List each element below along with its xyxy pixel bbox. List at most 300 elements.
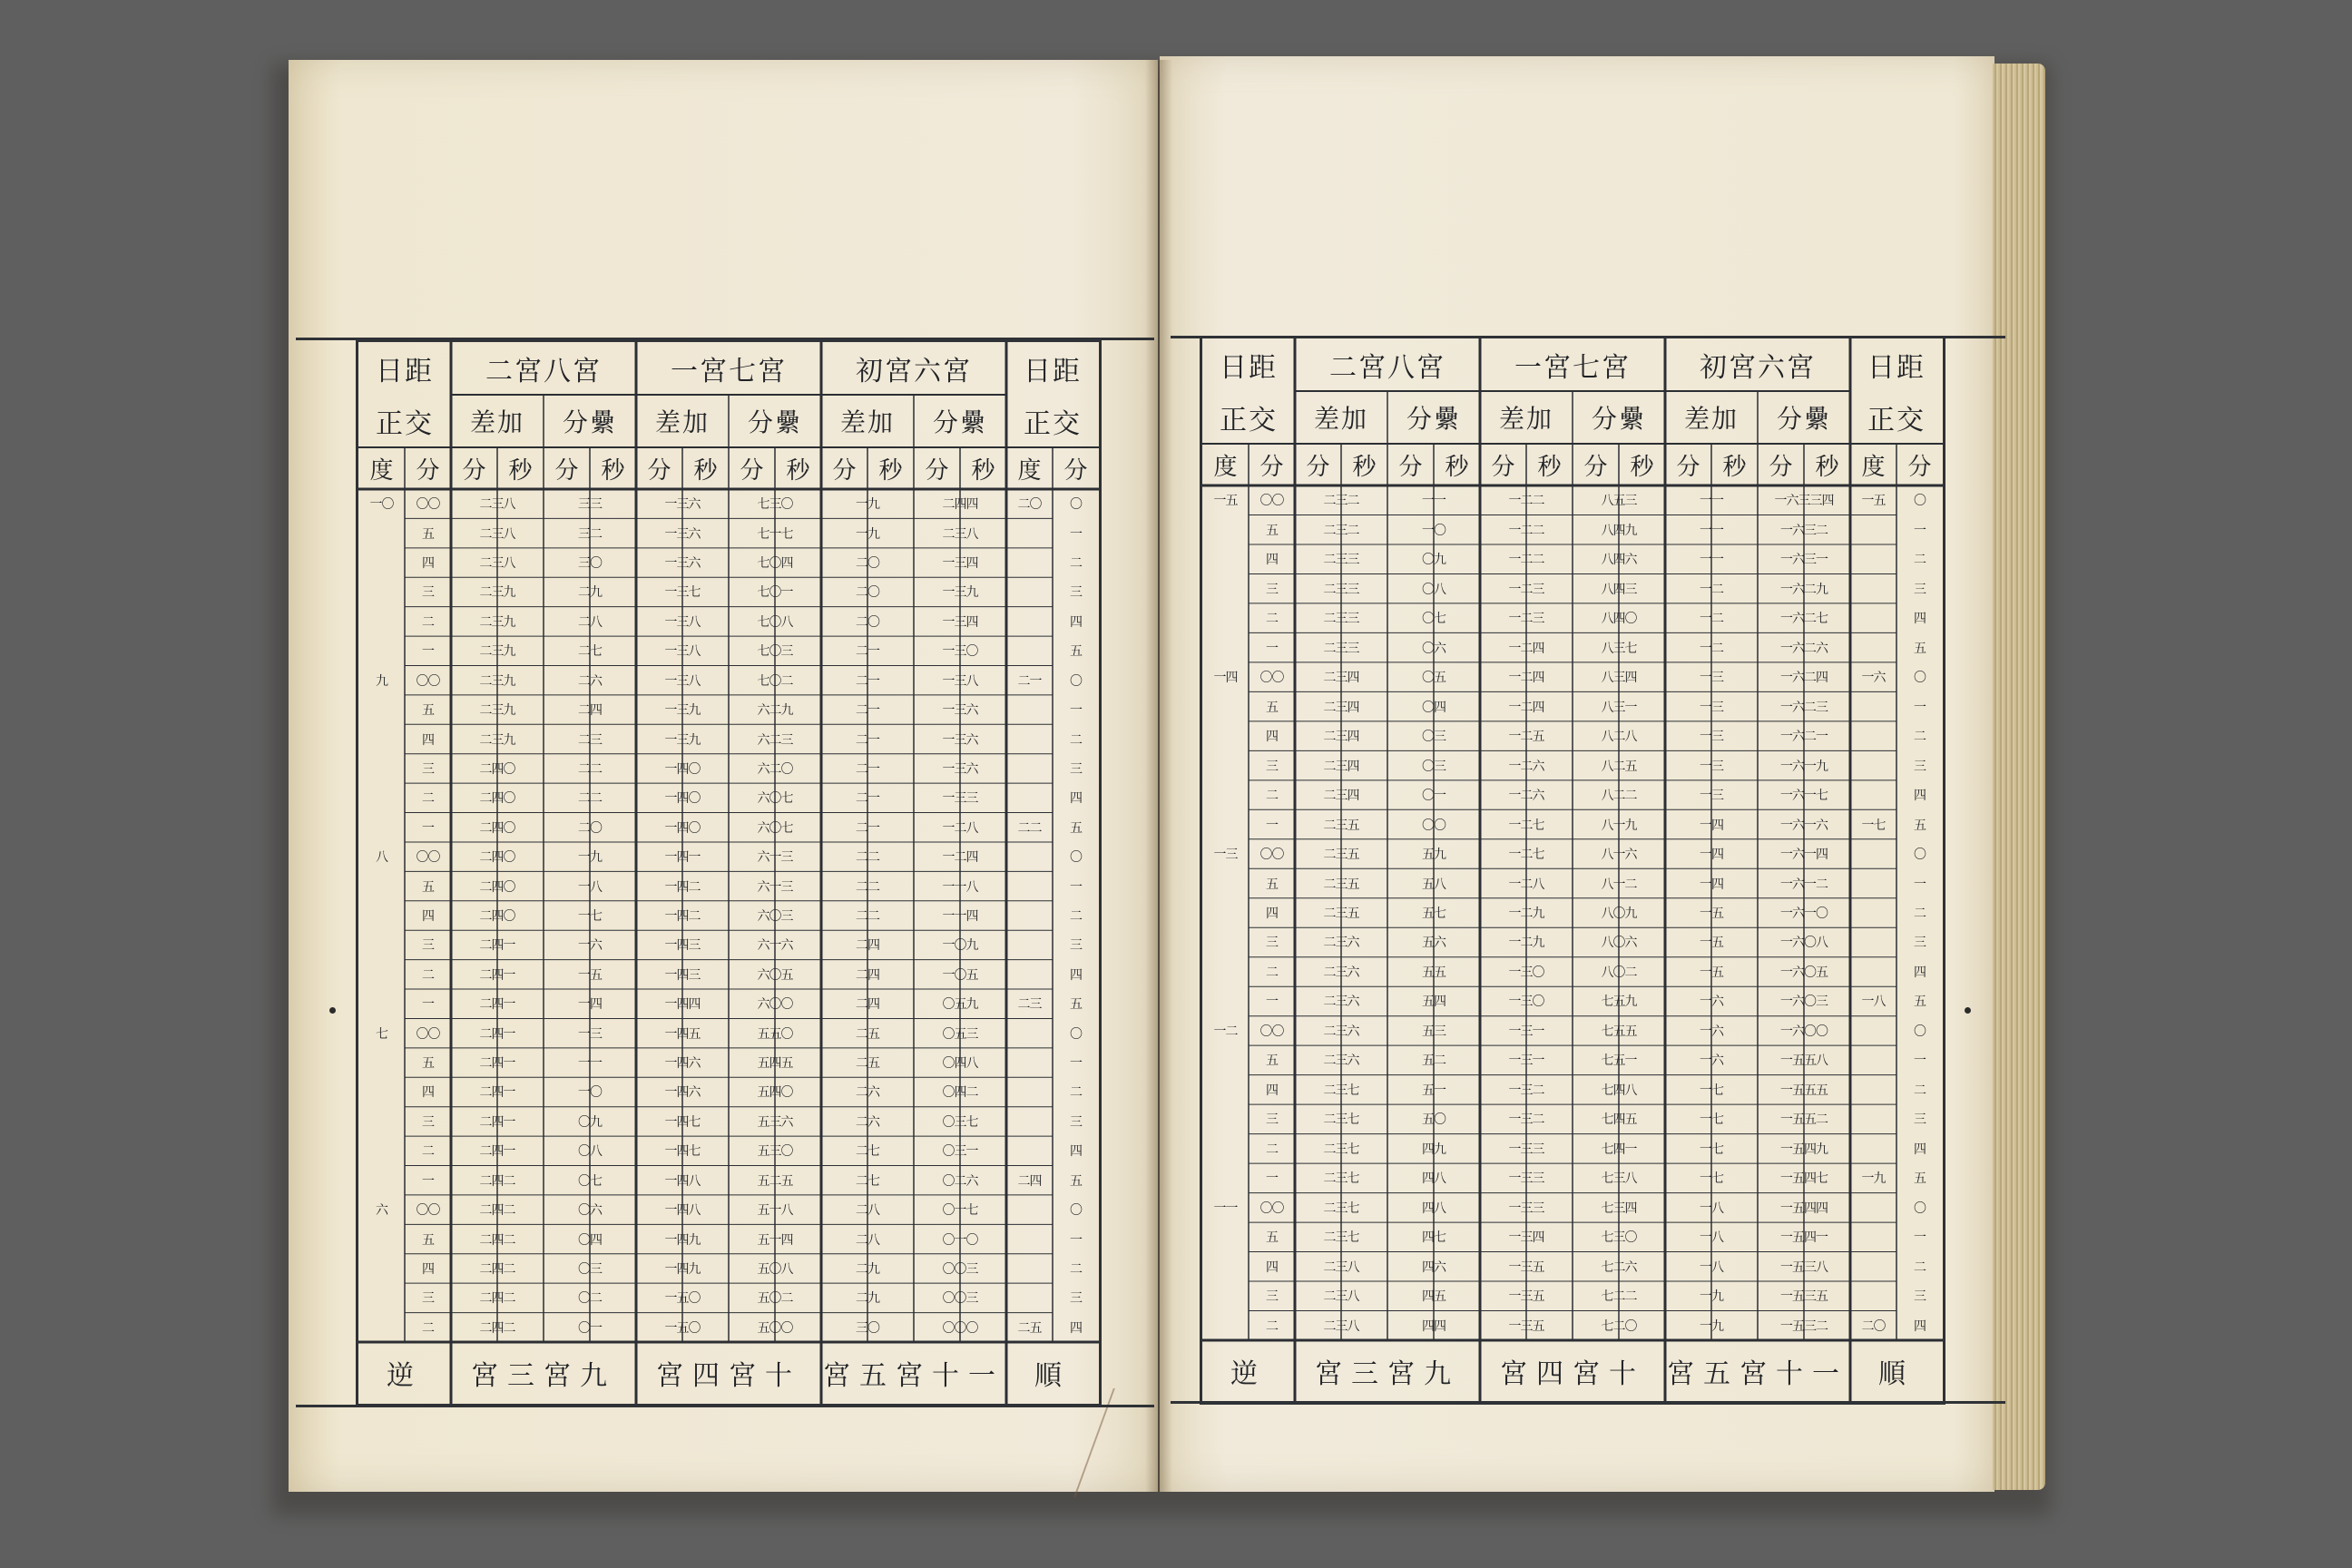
value-cell: 五一八 <box>757 1203 793 1219</box>
right-minute-mark: 一 <box>1070 1056 1082 1072</box>
value-cell: 二七 <box>856 1144 879 1160</box>
value-cell: 一九 <box>856 497 879 513</box>
value-cell: 八五三 <box>1601 494 1637 509</box>
value-cell: 二二 <box>578 791 602 807</box>
value-cell: 〇三 <box>1422 759 1446 774</box>
value-cell: 一二九 <box>1508 936 1544 951</box>
header-day-distance: 日距 <box>1220 352 1278 384</box>
minute-mark: 五 <box>1266 700 1278 715</box>
value-cell: 〇三 <box>1422 730 1446 745</box>
value-cell: 一三 <box>1700 671 1723 686</box>
right-minute-mark: 二 <box>1914 1083 1926 1098</box>
value-cell: 一五四七 <box>1780 1171 1828 1187</box>
value-cell: 一四 <box>578 997 602 1013</box>
unit-label: 度 <box>1213 453 1238 481</box>
value-cell: 一七 <box>578 908 602 924</box>
value-cell: 七三〇 <box>757 497 793 513</box>
value-cell: 二三三 <box>1323 641 1359 656</box>
right-minute-mark: 三 <box>1914 936 1926 951</box>
minute-mark: 一 <box>422 820 434 836</box>
value-cell: 七〇八 <box>757 614 793 630</box>
minute-mark: 三 <box>422 938 434 954</box>
value-cell: 一一 <box>1422 494 1446 509</box>
unit-label: 秒 <box>1537 453 1562 481</box>
right-minute-mark: 三 <box>1914 1112 1926 1128</box>
value-cell: 五四五 <box>757 1056 793 1072</box>
value-cell: 八四六 <box>1601 553 1637 568</box>
value-cell: 〇七 <box>1422 612 1446 627</box>
value-cell: 一四四 <box>664 997 701 1013</box>
minute-mark: 〇〇 <box>416 1203 440 1219</box>
minute-mark: 三 <box>1266 1112 1278 1128</box>
right-minute-mark: 二 <box>1070 1261 1082 1277</box>
value-cell: 八一二 <box>1601 877 1637 892</box>
value-cell: 一六 <box>578 938 602 954</box>
value-cell: 〇五 <box>1422 671 1446 686</box>
value-cell: 一六 <box>1700 1054 1723 1069</box>
value-cell: 三二 <box>578 526 602 542</box>
value-cell: 七四五 <box>1601 1112 1637 1128</box>
value-cell: 二三五 <box>1323 906 1359 921</box>
value-cell: 二二 <box>856 879 879 895</box>
value-cell: 〇一 <box>1422 789 1446 804</box>
right-minute-mark: 四 <box>1914 1318 1926 1334</box>
value-cell: 二三九 <box>479 703 515 719</box>
value-cell: 三〇 <box>856 1320 879 1336</box>
value-cell: 一九 <box>578 850 602 866</box>
unit-label: 分 <box>1907 453 1932 481</box>
right-minute-mark: 五 <box>1914 818 1926 833</box>
value-cell: 六〇七 <box>757 820 793 836</box>
value-cell: 二三四 <box>1323 700 1359 715</box>
value-cell: 二三九 <box>479 673 515 689</box>
minute-mark: 四 <box>1266 906 1278 921</box>
minute-mark: 四 <box>422 908 434 924</box>
value-cell: 〇三七 <box>942 1114 978 1130</box>
unit-label: 分 <box>832 456 857 485</box>
right-minute-mark: 〇 <box>1070 1026 1082 1042</box>
minute-mark: 一 <box>422 1173 434 1189</box>
minute-mark: 二 <box>1266 965 1278 980</box>
value-cell: 二四四 <box>942 497 978 513</box>
value-cell: 一二二 <box>1508 523 1544 538</box>
value-cell: 一三六 <box>664 526 701 542</box>
value-cell: 八〇六 <box>1601 936 1637 951</box>
value-cell: 一四九 <box>664 1261 701 1277</box>
value-cell: 七五九 <box>1601 995 1637 1010</box>
value-cell: 一九 <box>1700 1289 1723 1305</box>
value-cell: 七四一 <box>1601 1142 1637 1157</box>
right-minute-mark: 四 <box>1070 614 1082 630</box>
value-cell: 〇六 <box>578 1203 602 1219</box>
value-cell: 一一 <box>1700 553 1723 568</box>
value-cell: 二三四 <box>1323 671 1359 686</box>
value-cell: 〇五三 <box>942 1026 978 1042</box>
value-cell: 七二二 <box>1601 1289 1637 1305</box>
value-cell: 一三四 <box>942 556 978 572</box>
value-cell: 二四 <box>856 997 879 1013</box>
unit-label: 度 <box>369 456 394 485</box>
value-cell: 一五〇 <box>664 1320 701 1336</box>
value-cell: 〇一〇 <box>942 1232 978 1248</box>
header-diff-add: 差加 <box>1313 404 1368 434</box>
minute-mark: 〇〇 <box>416 673 440 689</box>
value-cell: 一七 <box>1700 1112 1723 1128</box>
minute-mark: 一 <box>1266 995 1278 1010</box>
unit-label: 分 <box>1398 453 1423 481</box>
book-gutter <box>1145 60 1172 1492</box>
value-cell: 〇〇 <box>1422 818 1446 833</box>
value-cell: 一三六 <box>942 703 978 719</box>
right-degree-mark: 二〇 <box>1017 497 1042 513</box>
degree-mark: 八 <box>376 850 387 866</box>
right-minute-mark: 五 <box>1070 644 1082 660</box>
value-cell: 二四二 <box>479 1232 515 1248</box>
minute-mark: 五 <box>1266 877 1278 892</box>
value-cell: 〇二六 <box>942 1173 978 1189</box>
value-cell: 一三〇 <box>1508 995 1544 1010</box>
right-minute-mark: 四 <box>1914 965 1926 980</box>
header-palace-group: 初宮六宮 <box>1700 352 1816 384</box>
value-cell: 一四六 <box>664 1056 701 1072</box>
minute-mark: 一 <box>1266 1171 1278 1187</box>
unit-label: 秒 <box>601 456 625 485</box>
value-cell: 四七 <box>1422 1230 1446 1246</box>
right-minute-mark: 四 <box>1070 967 1082 983</box>
right-minute-mark: 三 <box>1914 582 1926 597</box>
value-cell: 二四 <box>578 703 602 719</box>
value-cell: 二三六 <box>1323 965 1359 980</box>
right-margin-dot <box>1965 1007 1971 1014</box>
value-cell: 一〇 <box>1422 523 1446 538</box>
right-minute-mark: 一 <box>1070 879 1082 895</box>
value-cell: 一六〇三 <box>1780 995 1828 1010</box>
value-cell: 六一六 <box>757 938 793 954</box>
unit-label: 秒 <box>1722 453 1747 481</box>
value-cell: 七三〇 <box>1601 1230 1637 1246</box>
value-cell: 一二三 <box>1508 612 1544 627</box>
value-cell: 一六三一 <box>1780 553 1828 568</box>
value-cell: 一四 <box>1700 818 1723 833</box>
footer-label: 逆 <box>387 1360 423 1392</box>
right-minute-mark: 二 <box>1914 1259 1926 1275</box>
value-cell: 二三八 <box>479 497 515 513</box>
minute-mark: 五 <box>1266 1054 1278 1069</box>
value-cell: 一六一四 <box>1780 848 1828 863</box>
value-cell: 五〇〇 <box>757 1320 793 1336</box>
value-cell: 一三九 <box>664 703 701 719</box>
value-cell: 一三四 <box>1508 1230 1544 1246</box>
minute-mark: 五 <box>422 526 434 542</box>
value-cell: 二五 <box>856 1026 879 1042</box>
value-cell: 〇九 <box>578 1114 602 1130</box>
unit-label: 秒 <box>878 456 903 485</box>
value-cell: 〇〇三 <box>942 1261 978 1277</box>
value-cell: 二一 <box>856 791 879 807</box>
value-cell: 五五 <box>1422 965 1446 980</box>
value-cell: 〇一七 <box>942 1203 978 1219</box>
value-cell: 二〇 <box>578 820 602 836</box>
value-cell: 一六二一 <box>1780 730 1828 745</box>
minute-mark: 〇〇 <box>1259 848 1284 863</box>
right-minute-mark: 一 <box>1914 1230 1926 1246</box>
right-minute-mark: 五 <box>1070 997 1082 1013</box>
header-diff-add: 差加 <box>654 407 710 437</box>
value-cell: 二四一 <box>479 1026 515 1042</box>
value-cell: 一三八 <box>942 673 978 689</box>
minute-mark: 一 <box>422 644 434 660</box>
value-cell: 二四〇 <box>479 879 515 895</box>
value-cell: 一八 <box>1700 1200 1723 1216</box>
value-cell: 六〇七 <box>757 791 793 807</box>
value-cell: 一三九 <box>664 732 701 748</box>
minute-mark: 二 <box>422 1144 434 1160</box>
value-cell: 五六 <box>1422 936 1446 951</box>
right-minute-mark: 〇 <box>1070 497 1082 513</box>
right-degree-mark: 二二 <box>1017 820 1042 836</box>
value-cell: 八四〇 <box>1601 612 1637 627</box>
value-cell: 二三 <box>578 732 602 748</box>
value-cell: 一三〇 <box>942 644 978 660</box>
value-cell: 五四 <box>1422 995 1446 1010</box>
value-cell: 六一三 <box>757 879 793 895</box>
minute-mark: 四 <box>422 1085 434 1101</box>
degree-mark: 七 <box>376 1026 387 1042</box>
value-cell: 一八 <box>1700 1259 1723 1275</box>
value-cell: 二三六 <box>1323 995 1359 1010</box>
value-cell: 一五 <box>1700 965 1723 980</box>
value-cell: 二四〇 <box>479 761 515 777</box>
minute-mark: 四 <box>422 556 434 572</box>
value-cell: 一五五八 <box>1780 1054 1828 1069</box>
value-cell: 一二九 <box>1508 906 1544 921</box>
minute-mark: 二 <box>1266 1142 1278 1157</box>
footer-label: 宮四宮十 <box>1500 1358 1645 1390</box>
value-cell: 二三七 <box>1323 1112 1359 1128</box>
right-degree-mark: 二五 <box>1017 1320 1042 1336</box>
value-cell: 二三八 <box>479 526 515 542</box>
value-cell: 八四三 <box>1601 582 1637 597</box>
value-cell: 一六一二 <box>1780 877 1828 892</box>
minute-mark: 〇〇 <box>416 497 440 513</box>
value-cell: 八一九 <box>1601 818 1637 833</box>
value-cell: 二四 <box>856 938 879 954</box>
right-minute-mark: 三 <box>1914 759 1926 774</box>
footer-label: 順 <box>1034 1360 1071 1392</box>
value-cell: 一三四 <box>942 614 978 630</box>
value-cell: 一三三 <box>1508 1171 1544 1187</box>
value-cell: 一三五 <box>1508 1318 1544 1334</box>
value-cell: 二二 <box>856 850 879 866</box>
value-cell: 八〇九 <box>1601 906 1637 921</box>
value-cell: 一四八 <box>664 1173 701 1189</box>
minute-mark: 四 <box>1266 553 1278 568</box>
value-cell: 一四六 <box>664 1085 701 1101</box>
value-cell: 一七 <box>1700 1142 1723 1157</box>
header-cumulative: 分纍 <box>1591 404 1646 434</box>
value-cell: 一二二 <box>1508 494 1544 509</box>
value-cell: 二九 <box>578 585 602 601</box>
value-cell: 一二六 <box>1508 789 1544 804</box>
value-cell: 一二 <box>1700 612 1723 627</box>
value-cell: 一六一〇 <box>1780 906 1828 921</box>
right-minute-mark: 一 <box>1070 526 1082 542</box>
unit-label: 秒 <box>693 456 718 485</box>
value-cell: 二四〇 <box>479 791 515 807</box>
footer-label: 宮五宮十一 <box>1667 1358 1848 1390</box>
value-cell: 二三九 <box>479 732 515 748</box>
value-cell: 二四一 <box>479 1056 515 1072</box>
minute-mark: 二 <box>1266 789 1278 804</box>
right-minute-mark: 二 <box>1070 556 1082 572</box>
value-cell: 一二四 <box>942 850 978 866</box>
value-cell: 〇三一 <box>942 1144 978 1160</box>
unit-label: 分 <box>1306 453 1330 481</box>
value-cell: 一四九 <box>664 1232 701 1248</box>
value-cell: 一五四四 <box>1780 1200 1828 1216</box>
minute-mark: 二 <box>422 791 434 807</box>
header-palace-group: 一宮七宮 <box>1514 352 1631 384</box>
right-degree-mark: 二四 <box>1017 1173 1042 1189</box>
value-cell: 二六 <box>578 673 602 689</box>
right-minute-mark: 〇 <box>1914 671 1926 686</box>
value-cell: 一三 <box>1700 730 1723 745</box>
value-cell: 二四 <box>856 967 879 983</box>
value-cell: 一六一九 <box>1780 759 1828 774</box>
right-minute-mark: 二 <box>1070 1085 1082 1101</box>
unit-label: 秒 <box>1445 453 1469 481</box>
value-cell: 二三四 <box>1323 759 1359 774</box>
value-cell: 二三七 <box>1323 1083 1359 1098</box>
degree-mark: 一五 <box>1213 494 1238 509</box>
value-cell: 二三五 <box>1323 848 1359 863</box>
minute-mark: 三 <box>422 1291 434 1307</box>
value-cell: 一二二 <box>1508 553 1544 568</box>
minute-mark: 二 <box>422 967 434 983</box>
value-cell: 一六二六 <box>1780 641 1828 656</box>
value-cell: 一二六 <box>1508 759 1544 774</box>
value-cell: 二一 <box>856 673 879 689</box>
degree-mark: 六 <box>376 1203 387 1219</box>
value-cell: 〇九 <box>1422 553 1446 568</box>
value-cell: 二一 <box>856 703 879 719</box>
value-cell: 四八 <box>1422 1200 1446 1216</box>
value-cell: 一六二三 <box>1780 700 1828 715</box>
value-cell: 一六一六 <box>1780 818 1828 833</box>
right-minute-mark: 二 <box>1070 732 1082 748</box>
right-minute-mark: 三 <box>1070 585 1082 601</box>
value-cell: 一一 <box>578 1056 602 1072</box>
unit-label: 分 <box>1491 453 1515 481</box>
value-cell: 六〇五 <box>757 967 793 983</box>
value-cell: 七二〇 <box>1601 1318 1637 1334</box>
value-cell: 二三七 <box>1323 1230 1359 1246</box>
value-cell: 六一三 <box>757 850 793 866</box>
value-cell: 五八 <box>1422 877 1446 892</box>
right-minute-mark: 二 <box>1914 553 1926 568</box>
value-cell: 二四二 <box>479 1173 515 1189</box>
value-cell: 二三九 <box>479 644 515 660</box>
header-cumulative: 分纍 <box>747 407 802 437</box>
value-cell: 一三一 <box>1508 1024 1544 1039</box>
value-cell: 五九 <box>1422 848 1446 863</box>
unit-label: 分 <box>740 456 764 485</box>
value-cell: 八四九 <box>1601 523 1637 538</box>
right-degree-mark: 二〇 <box>1861 1318 1886 1334</box>
value-cell: 五三 <box>1422 1024 1446 1039</box>
value-cell: 二三二 <box>1323 523 1359 538</box>
footer-label: 順 <box>1878 1358 1915 1390</box>
value-cell: 八三七 <box>1601 641 1637 656</box>
footer-label: 宮三宮九 <box>471 1360 616 1392</box>
value-cell: 二〇 <box>856 585 879 601</box>
right-minute-mark: 一 <box>1070 1232 1082 1248</box>
right-minute-mark: 二 <box>1070 908 1082 924</box>
unit-label: 度 <box>1861 453 1886 481</box>
value-cell: 六二三 <box>757 732 793 748</box>
value-cell: 一四三 <box>664 938 701 954</box>
value-cell: 一五〇 <box>664 1291 701 1307</box>
value-cell: 五〇八 <box>757 1261 793 1277</box>
minute-mark: 二 <box>1266 612 1278 627</box>
value-cell: 八二五 <box>1601 759 1637 774</box>
right-minute-mark: 一 <box>1914 523 1926 538</box>
header-node: 正交 <box>1220 405 1278 436</box>
header-node: 正交 <box>376 408 434 440</box>
value-cell: 一四 <box>1700 877 1723 892</box>
value-cell: 八二二 <box>1601 789 1637 804</box>
right-minute-mark: 二 <box>1914 730 1926 745</box>
value-cell: 一一 <box>1700 494 1723 509</box>
right-minute-mark: 五 <box>1914 1171 1926 1187</box>
value-cell: 二三九 <box>479 614 515 630</box>
value-cell: 一三 <box>1700 700 1723 715</box>
value-cell: 五五〇 <box>757 1026 793 1042</box>
value-cell: 一四一 <box>664 850 701 866</box>
value-cell: 二二 <box>856 908 879 924</box>
value-cell: 一一四 <box>942 908 978 924</box>
right-minute-mark: 五 <box>1914 641 1926 656</box>
unit-label: 分 <box>647 456 671 485</box>
value-cell: 一二八 <box>1508 877 1544 892</box>
right-minute-mark: 一 <box>1914 877 1926 892</box>
value-cell: 一二三 <box>1508 582 1544 597</box>
value-cell: 七四八 <box>1601 1083 1637 1098</box>
right-minute-mark: 三 <box>1070 1114 1082 1130</box>
value-cell: 二三六 <box>1323 936 1359 951</box>
unit-label: 分 <box>1583 453 1608 481</box>
value-cell: 〇八 <box>1422 582 1446 597</box>
value-cell: 二二 <box>578 761 602 777</box>
value-cell: 〇四八 <box>942 1056 978 1072</box>
minute-mark: 三 <box>422 1114 434 1130</box>
value-cell: 三〇 <box>578 556 602 572</box>
header-palace-group: 二宮八宮 <box>485 356 602 387</box>
value-cell: 一三 <box>1700 789 1723 804</box>
header-cumulative: 分纍 <box>562 407 617 437</box>
value-cell: 一九 <box>856 526 879 542</box>
value-cell: 一二四 <box>1508 671 1544 686</box>
value-cell: 一四七 <box>664 1114 701 1130</box>
value-cell: 四八 <box>1422 1171 1446 1187</box>
header-cumulative: 分纍 <box>1776 404 1831 434</box>
value-cell: 一三 <box>1700 759 1723 774</box>
right-table <box>1200 336 1945 1405</box>
minute-mark: 〇〇 <box>1259 1024 1284 1039</box>
minute-mark: 〇〇 <box>416 850 440 866</box>
right-degree-mark: 二三 <box>1017 997 1042 1013</box>
header-diff-add: 差加 <box>1683 404 1739 434</box>
